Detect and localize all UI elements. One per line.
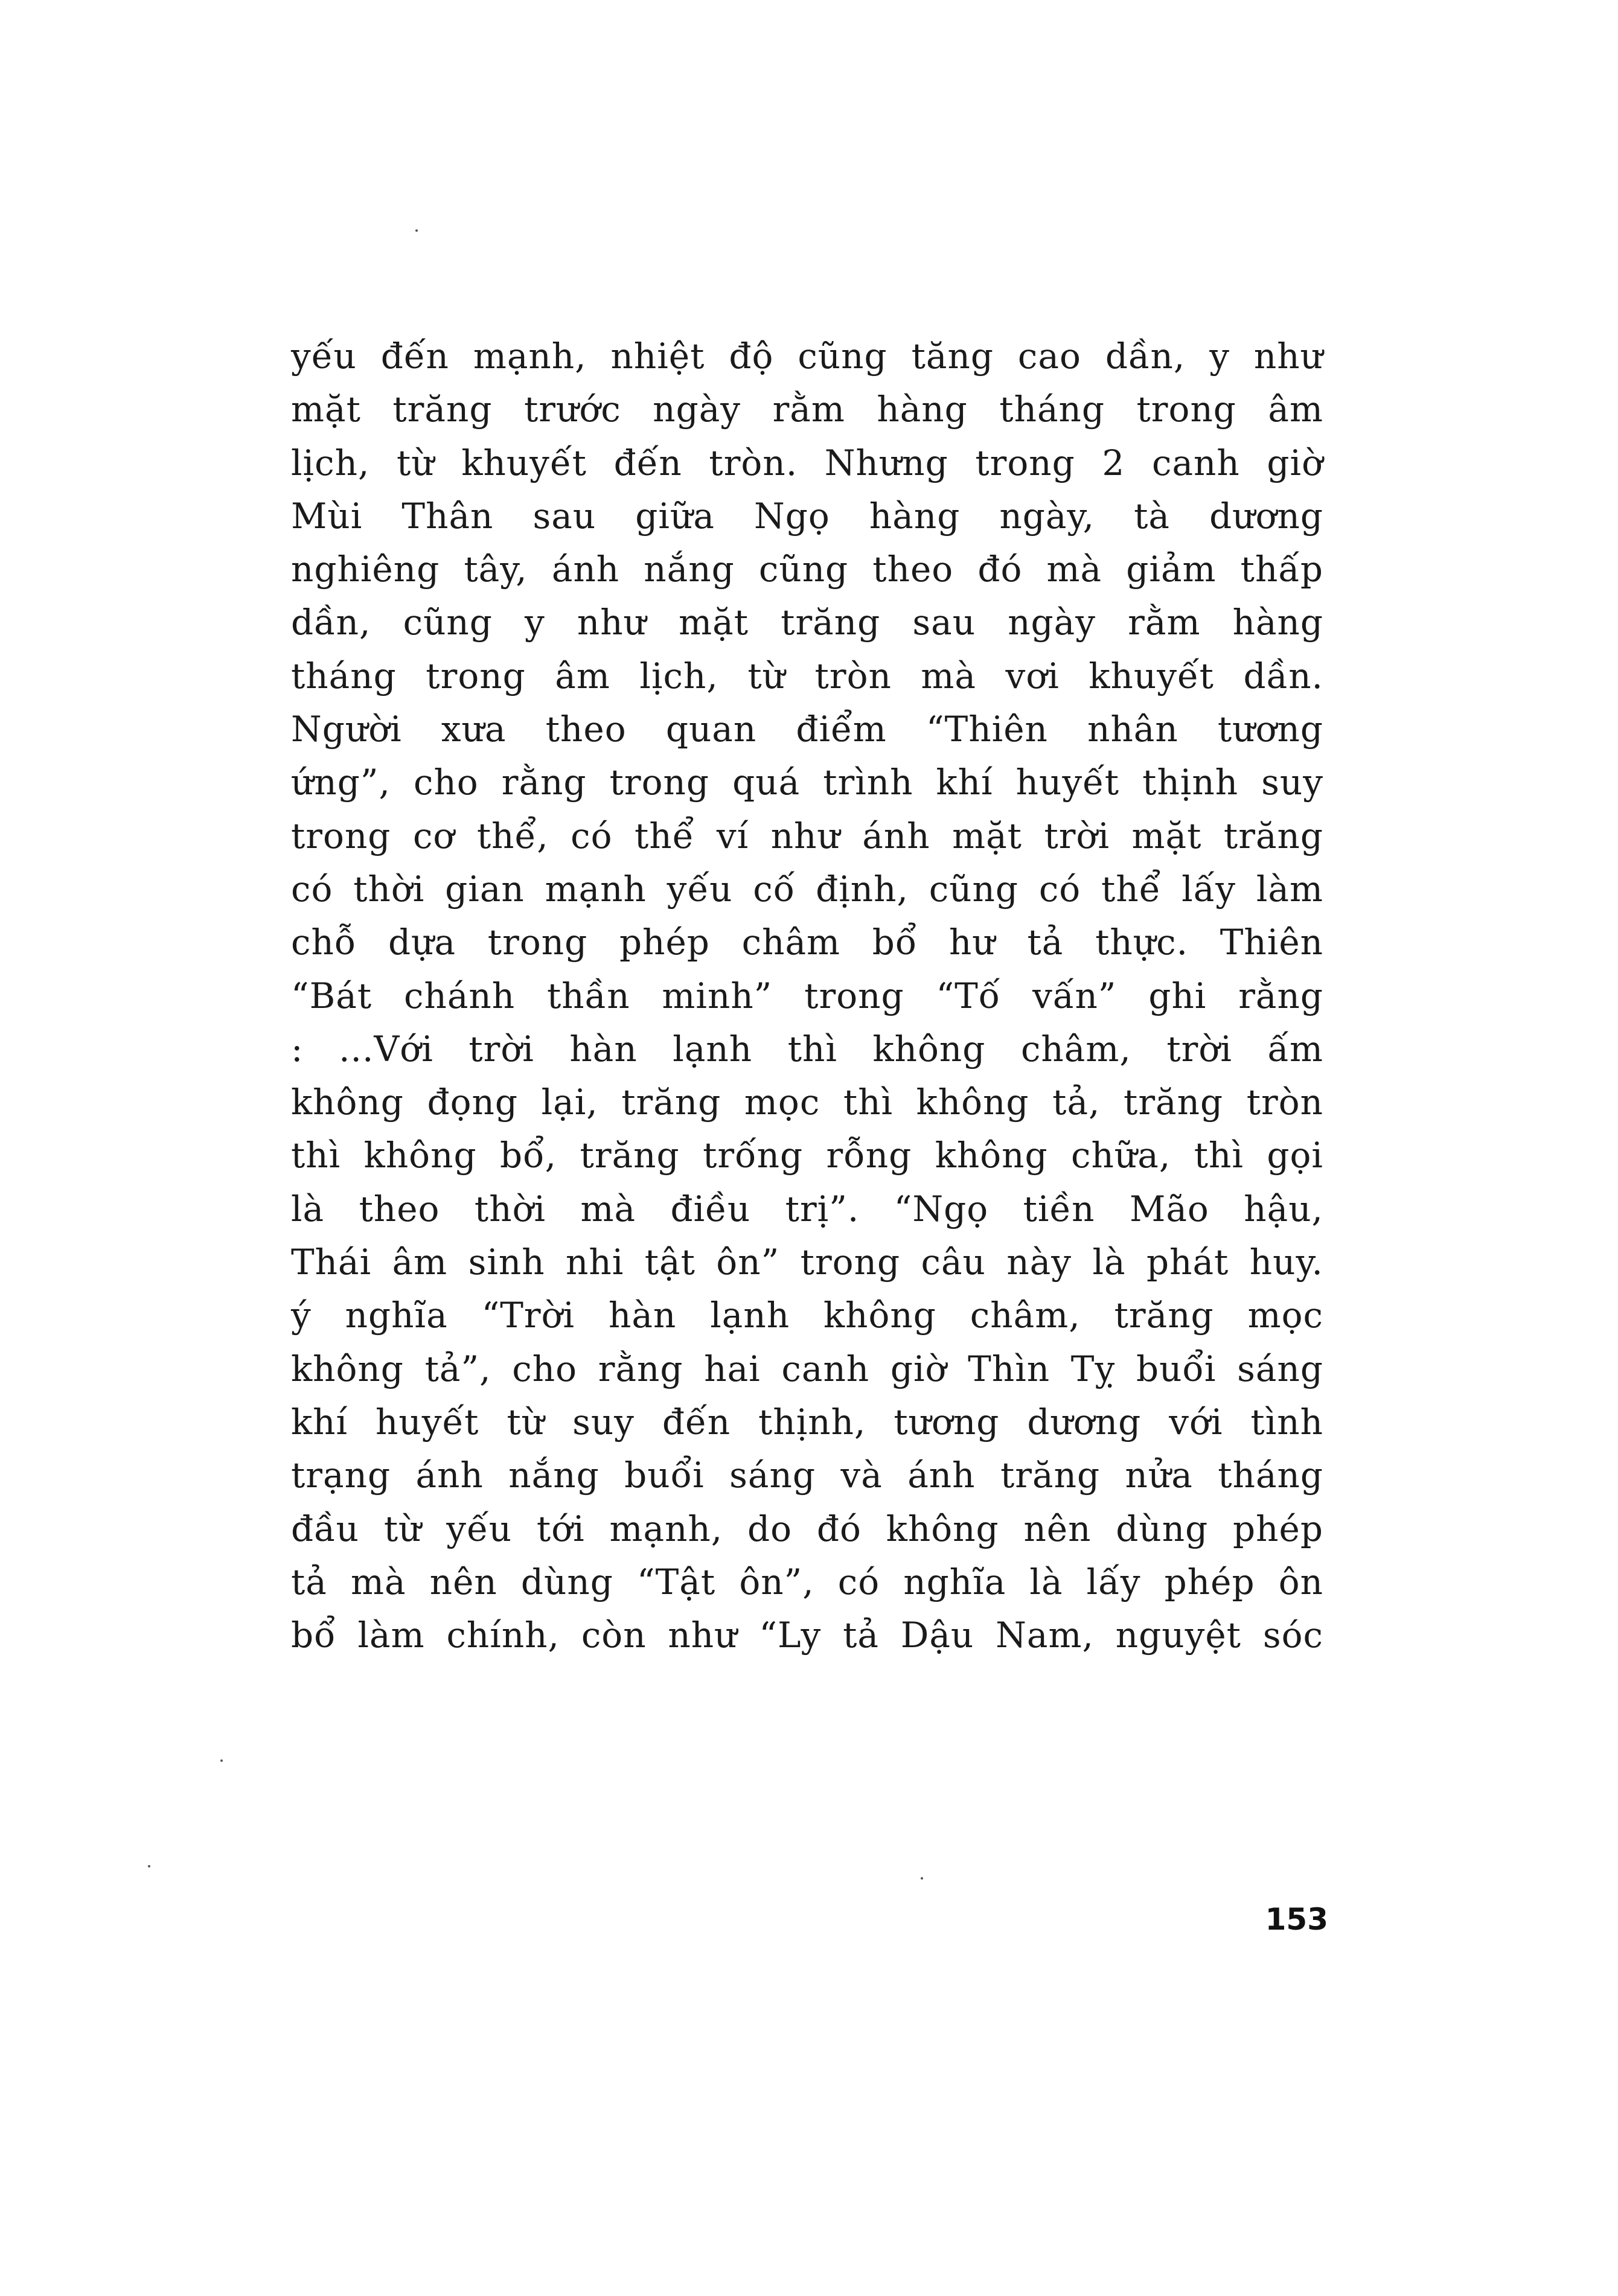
text-line: mặt trăng trước ngày rằm hàng tháng trong âm xyxy=(291,389,1323,430)
text-line: là theo thời mà điều trị”. “Ngọ tiền Mão hậu, xyxy=(291,1188,1323,1229)
text-line: không đọng lại, trăng mọc thì không tả, trăng tròn xyxy=(291,1082,1323,1123)
page-number: 153 xyxy=(1265,1902,1328,1937)
text-line: trạng ánh nắng buổi sáng và ánh trăng nửa tháng xyxy=(291,1455,1323,1496)
text-line: bổ làm chính, còn như “Ly tả Dậu Nam, nguyệt sóc xyxy=(291,1615,1323,1656)
text-line: tả mà nên dùng “Tật ôn”, có nghĩa là lấy phép ôn xyxy=(291,1561,1323,1602)
text-line: Người xưa theo quan điểm “Thiên nhân tương xyxy=(291,709,1323,750)
scan-speck xyxy=(415,229,418,232)
text-line: Thái âm sinh nhi tật ôn” trong câu này là phát huy. xyxy=(291,1242,1323,1283)
text-line: Mùi Thân sau giữa Ngọ hàng ngày, tà dương xyxy=(291,495,1323,537)
scan-speck xyxy=(220,1759,223,1762)
text-line: dần, cũng y như mặt trăng sau ngày rằm hàng xyxy=(291,602,1323,643)
text-line: chỗ dựa trong phép châm bổ hư tả thực. Thiên xyxy=(291,922,1323,963)
text-line: ý nghĩa “Trời hàn lạnh không châm, trăng mọc xyxy=(291,1295,1323,1336)
body-text xyxy=(291,330,1323,1662)
text-line: lịch, từ khuyết đến tròn. Nhưng trong 2 canh giờ xyxy=(291,442,1323,483)
text-line: có thời gian mạnh yếu cố định, cũng có thể lấy làm xyxy=(291,868,1323,910)
text-line: đầu từ yếu tới mạnh, do đó không nên dùng phép xyxy=(291,1508,1323,1549)
text-line: ứng”, cho rằng trong quá trình khí huyết thịnh suy xyxy=(291,762,1323,803)
text-line: thì không bổ, trăng trống rỗng không chữa, thì gọi xyxy=(291,1135,1323,1176)
text-line: : ...Với trời hàn lạnh thì không châm, trời ấm xyxy=(291,1028,1323,1070)
scan-speck xyxy=(921,1877,923,1880)
text-line: không tả”, cho rằng hai canh giờ Thìn Tỵ buổi sáng xyxy=(291,1348,1323,1389)
text-line: nghiêng tây, ánh nắng cũng theo đó mà giảm thấp xyxy=(291,549,1323,590)
text-line: yếu đến mạnh, nhiệt độ cũng tăng cao dần, y như xyxy=(291,336,1323,377)
text-line: trong cơ thể, có thể ví như ánh mặt trời mặt trăng xyxy=(291,815,1323,856)
text-line: tháng trong âm lịch, từ tròn mà vơi khuyết dần. xyxy=(291,655,1323,697)
scan-speck xyxy=(148,1865,150,1867)
text-line: “Bát chánh thần minh” trong “Tố vấn” ghi rằng xyxy=(291,975,1323,1016)
text-line: khí huyết từ suy đến thịnh, tương dương với tình xyxy=(291,1401,1323,1443)
